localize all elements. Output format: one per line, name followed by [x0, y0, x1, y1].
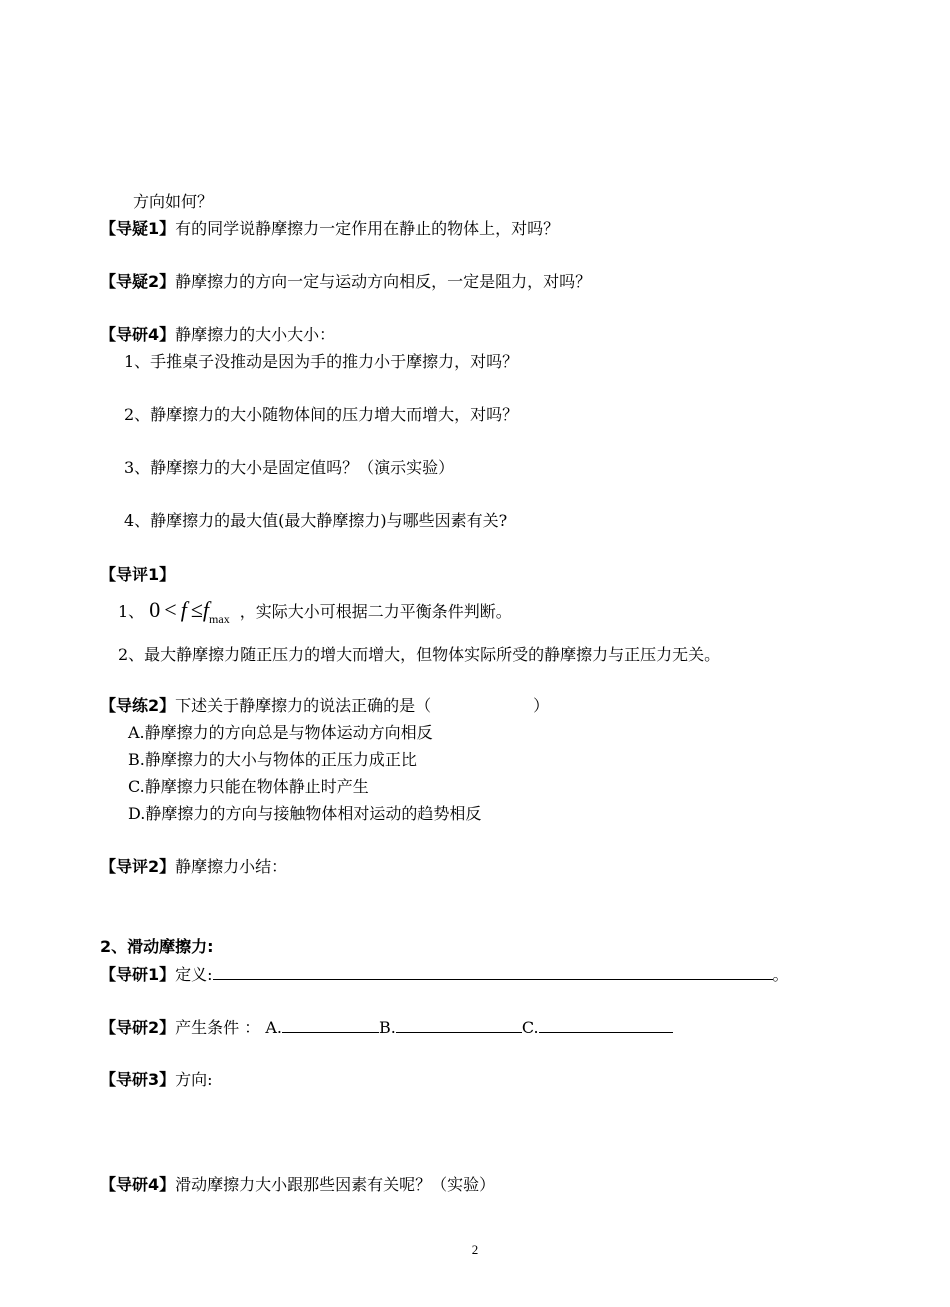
research-4-tag: 【导研4】 — [100, 325, 176, 344]
evaluation-1-heading — [100, 565, 175, 585]
definition-blank[interactable] — [213, 964, 773, 980]
question-2-text: 静摩擦力的方向一定与运动方向相反，一定是阻力，对吗？ — [175, 272, 592, 291]
sliding-research-3 — [100, 1070, 213, 1090]
evaluation-2-text: 静摩擦力小结： — [175, 857, 288, 876]
evaluation-2-tag: 【导评2】 — [100, 857, 176, 876]
evaluation-1-item-1-number: 1、 — [118, 602, 145, 621]
practice-2-option: C.静摩擦力只能在物体静止时产生 — [128, 777, 369, 796]
evaluation-1-item-2: 2、最大静摩擦力随正压力的增大而增大，但物体实际所受的静摩擦力与正压力无关。 — [118, 645, 721, 664]
research-4-item: 4、静摩擦力的最大值(最大静摩擦力)与哪些因素有关? — [124, 511, 508, 530]
research-4-heading — [100, 325, 335, 345]
question-2 — [100, 272, 591, 292]
practice-2-option: B.静摩擦力的大小与物体的正压力成正比 — [128, 750, 417, 769]
sliding-research-4-text: 滑动摩擦力大小跟那些因素有关呢？（实验） — [175, 1175, 496, 1194]
sliding-research-2: 【导研2】产生条件 ： A. B. C. — [100, 1017, 673, 1038]
research-4-item: 3、静摩擦力的大小是固定值吗？（演示实验） — [124, 458, 455, 477]
practice-2-text: 下述关于静摩擦力的说法正确的是（ — [175, 696, 432, 715]
page-number: 2 — [471, 1242, 479, 1257]
static-friction-formula: $0 < f \le f_{max}$ — [149, 597, 230, 626]
practice-2-close: ） — [533, 696, 550, 715]
evaluation-1-item-1-text: ，实际大小可根据二力平衡条件判断。 — [239, 602, 512, 621]
practice-2-option: D.静摩擦力的方向与接触物体相对运动的趋势相反 — [128, 804, 482, 823]
condition-b-blank[interactable] — [396, 1017, 522, 1033]
question-1-tag: 【导疑1】 — [100, 219, 176, 238]
section-2-title: 2、滑动摩擦力: — [100, 937, 214, 956]
sliding-research-2-tag: 【导研2】 — [100, 1018, 176, 1037]
sliding-research-3-text: 方向: — [175, 1070, 213, 1089]
sliding-research-1-text: 定义: — [175, 965, 213, 984]
question-2-tag: 【导疑2】 — [100, 272, 176, 291]
sliding-research-4-tag: 【导研4】 — [100, 1175, 176, 1194]
research-4-item: 1、手推桌子没推动是因为手的推力小于摩擦力，对吗？ — [124, 352, 519, 371]
practice-2-tag: 【导练2】 — [100, 696, 176, 715]
practice-2-heading — [100, 696, 549, 716]
condition-c-blank[interactable] — [539, 1017, 673, 1033]
sliding-research-2-text: 产生条件 ： — [175, 1018, 261, 1037]
question-1 — [100, 219, 559, 239]
evaluation-2-heading — [100, 857, 287, 877]
condition-a-blank[interactable] — [282, 1017, 379, 1033]
sliding-research-4 — [100, 1175, 495, 1195]
sliding-research-3-tag: 【导研3】 — [100, 1070, 176, 1089]
sliding-research-1: 【导研1】定义: 。 — [100, 965, 789, 984]
practice-2-option: A.静摩擦力的方向总是与物体运动方向相反 — [128, 723, 433, 742]
intro-line: 方向如何？ — [133, 192, 214, 211]
question-1-text: 有的同学说静摩擦力一定作用在静止的物体上，对吗？ — [175, 219, 560, 238]
research-4-text: 静摩擦力的大小大小： — [175, 325, 336, 344]
sliding-research-1-tag: 【导研1】 — [100, 965, 176, 984]
research-4-item: 2、静摩擦力的大小随物体间的压力增大而增大，对吗？ — [124, 405, 519, 424]
evaluation-1-tag: 【导评1】 — [100, 565, 176, 584]
evaluation-1-item-1 — [118, 596, 512, 624]
